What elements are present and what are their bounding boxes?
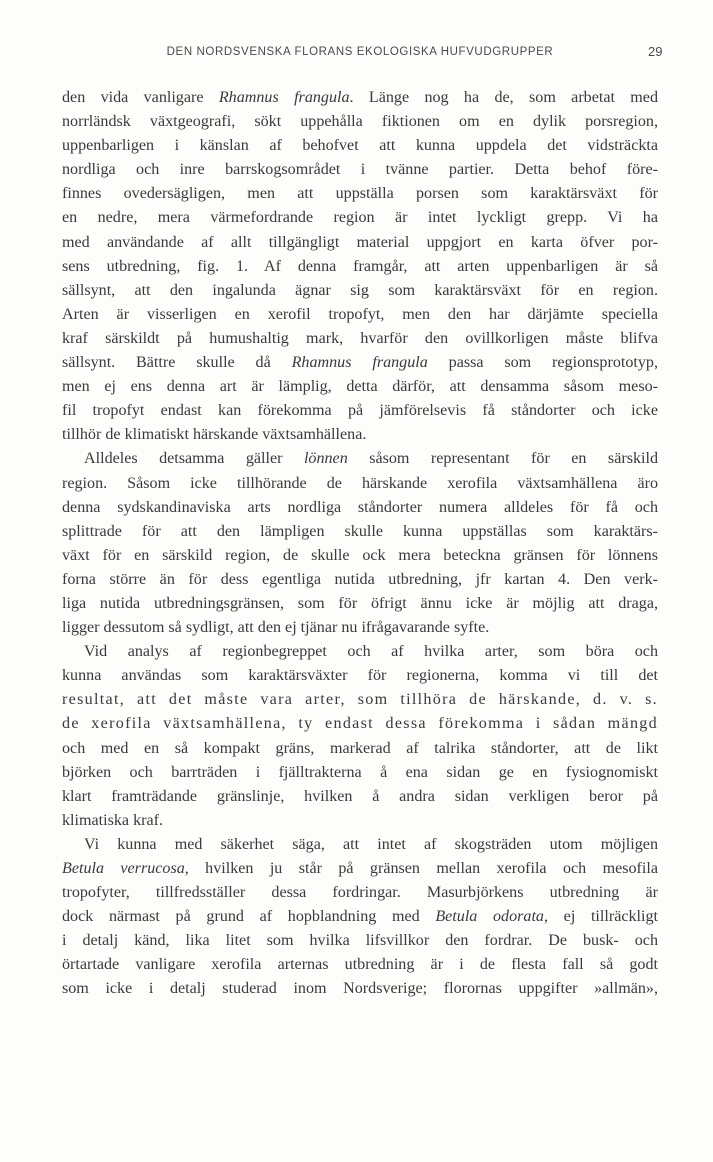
text-line: splittrade för att den lämpligen skulle kunna uppställas som karaktärs- bbox=[62, 522, 658, 540]
text-line: denna sydskandinaviska arts nordliga ståndorter numera alldeles för få och bbox=[62, 498, 658, 516]
text-line: tropofyter, tillfredsställer dessa fordringar. Masurbjörkens utbredning är bbox=[62, 884, 658, 902]
body-text bbox=[62, 86, 658, 1002]
text-line: finnes ovedersägligen, men att uppställa porsen som karaktärsväxt för bbox=[62, 185, 658, 203]
text-line: liga nutida utbredningsgränsen, som för öfrigt ännu icke är möjlig att draga, bbox=[62, 594, 658, 612]
text-line: Vi kunna med säkerhet säga, att intet af skogsträden utom möjligen bbox=[84, 835, 658, 853]
text-line: klart framträdande gränslinje, hvilken å andra sidan verkligen beror på bbox=[62, 787, 658, 805]
text-line: nordliga och inre barrskogsområdet i tvänne partier. Detta behof före- bbox=[62, 161, 658, 179]
text-line: en nedre, mera värmefordrande region är intet lyckligt grepp. Vi ha bbox=[62, 209, 658, 227]
text-line: med användande af allt tillgängligt material uppgjort en karta öfver por- bbox=[62, 233, 658, 251]
text-line: den vida vanligare Rhamnus frangula. Länge nog ha de, som arbetat med bbox=[62, 89, 658, 106]
text-line: kunna användas som karaktärsväxter för regionerna, komma vi till det bbox=[62, 667, 658, 685]
text-line: kraf särskildt på humushaltig mark, hvarför den ovillkorligen måste blifva bbox=[62, 329, 658, 347]
text-line: växt för en särskild region, de skulle ock mera beteckna gränsen för lönnens bbox=[62, 546, 658, 564]
text-line: Arten är visserligen en xerofil tropofyt, men den har därjämte speciella bbox=[62, 305, 658, 323]
species-name: lönnen bbox=[303, 450, 348, 468]
species-name: Rhamnus frangula bbox=[291, 354, 428, 372]
text-line: sällsynt. Bättre skulle då Rhamnus frangula passa som regionsprototyp, bbox=[62, 354, 658, 372]
text-line: som icke i detalj studerad inom Nordsverige; florornas uppgifter »allmän», bbox=[62, 980, 658, 998]
text-line: region. Såsom icke tillhörande de härskande xerofila växtsamhällena äro bbox=[62, 474, 658, 492]
text-line: de xerofila växtsamhällena, ty endast dessa förekomma i sådan mängd bbox=[62, 715, 658, 733]
species-name: Rhamnus frangula bbox=[218, 89, 350, 106]
text-line: men ej ens denna art är lämplig, detta därför, att densamma såsom meso- bbox=[62, 378, 658, 396]
text-line: norrländsk växtgeografi, sökt uppehålla fiktionen om en dylik porsregion, bbox=[62, 113, 658, 131]
text-line: dock närmast på grund af hopblandning med Betula odorata, ej tillräckligt bbox=[62, 908, 658, 926]
page-number: 29 bbox=[648, 44, 663, 59]
species-name: Betula odorata bbox=[435, 908, 544, 926]
text-line: i detalj känd, lika litet som hvilka lifsvillkor den fordrar. De busk- och bbox=[62, 932, 658, 950]
text-line: örtartade vanligare xerofila arternas utbredning är i de flesta fall så godt bbox=[62, 956, 658, 974]
text-line: ligger dessutom så sydligt, att den ej tjänar nu ifrågavarande syfte. bbox=[62, 619, 490, 637]
text-line: Betula verrucosa, hvilken ju står på gränsen mellan xerofila och mesofila bbox=[62, 860, 658, 877]
text-line: fil tropofyt endast kan förekomma på jämförelsevis få ståndorter och icke bbox=[62, 402, 658, 420]
text-line: sens utbredning, fig. 1. Af denna framgår, att arten uppenbarligen är så bbox=[62, 257, 658, 275]
text-line: och med en så kompakt gräns, markerad af talrika ståndorter, att de likt bbox=[62, 739, 658, 757]
text-line: klimatiska kraf. bbox=[62, 811, 164, 829]
text-line: forna större än för dess egentliga nutida utbredning, jfr kartan 4. Den verk- bbox=[62, 570, 658, 588]
text-line: resultat, att det måste vara arter, som tillhöra de härskande, d. v. s. bbox=[62, 691, 658, 709]
species-name: Betula verrucosa bbox=[62, 860, 185, 877]
text-line: uppenbarligen i känslan af behofvet att kunna uppdela det vidsträckta bbox=[62, 137, 658, 155]
text-line: björken och barrträden i fjälltrakterna å ena sidan ge en fysiognomiskt bbox=[62, 763, 658, 781]
running-head: DEN NORDSVENSKA FLORANS EKOLOGISKA HUFVUDGRUPPER bbox=[166, 46, 554, 58]
text-line: Alldeles detsamma gäller lönnen såsom representant för en särskild bbox=[84, 450, 658, 468]
text-line: tillhör de klimatiskt härskande växtsamhällena. bbox=[62, 426, 367, 444]
text-line: Vid analys af regionbegreppet och af hvilka arter, som böra och bbox=[84, 643, 658, 661]
text-line: sällsynt, att den ingalunda ägnar sig som karaktärsväxt för en region. bbox=[62, 281, 658, 299]
